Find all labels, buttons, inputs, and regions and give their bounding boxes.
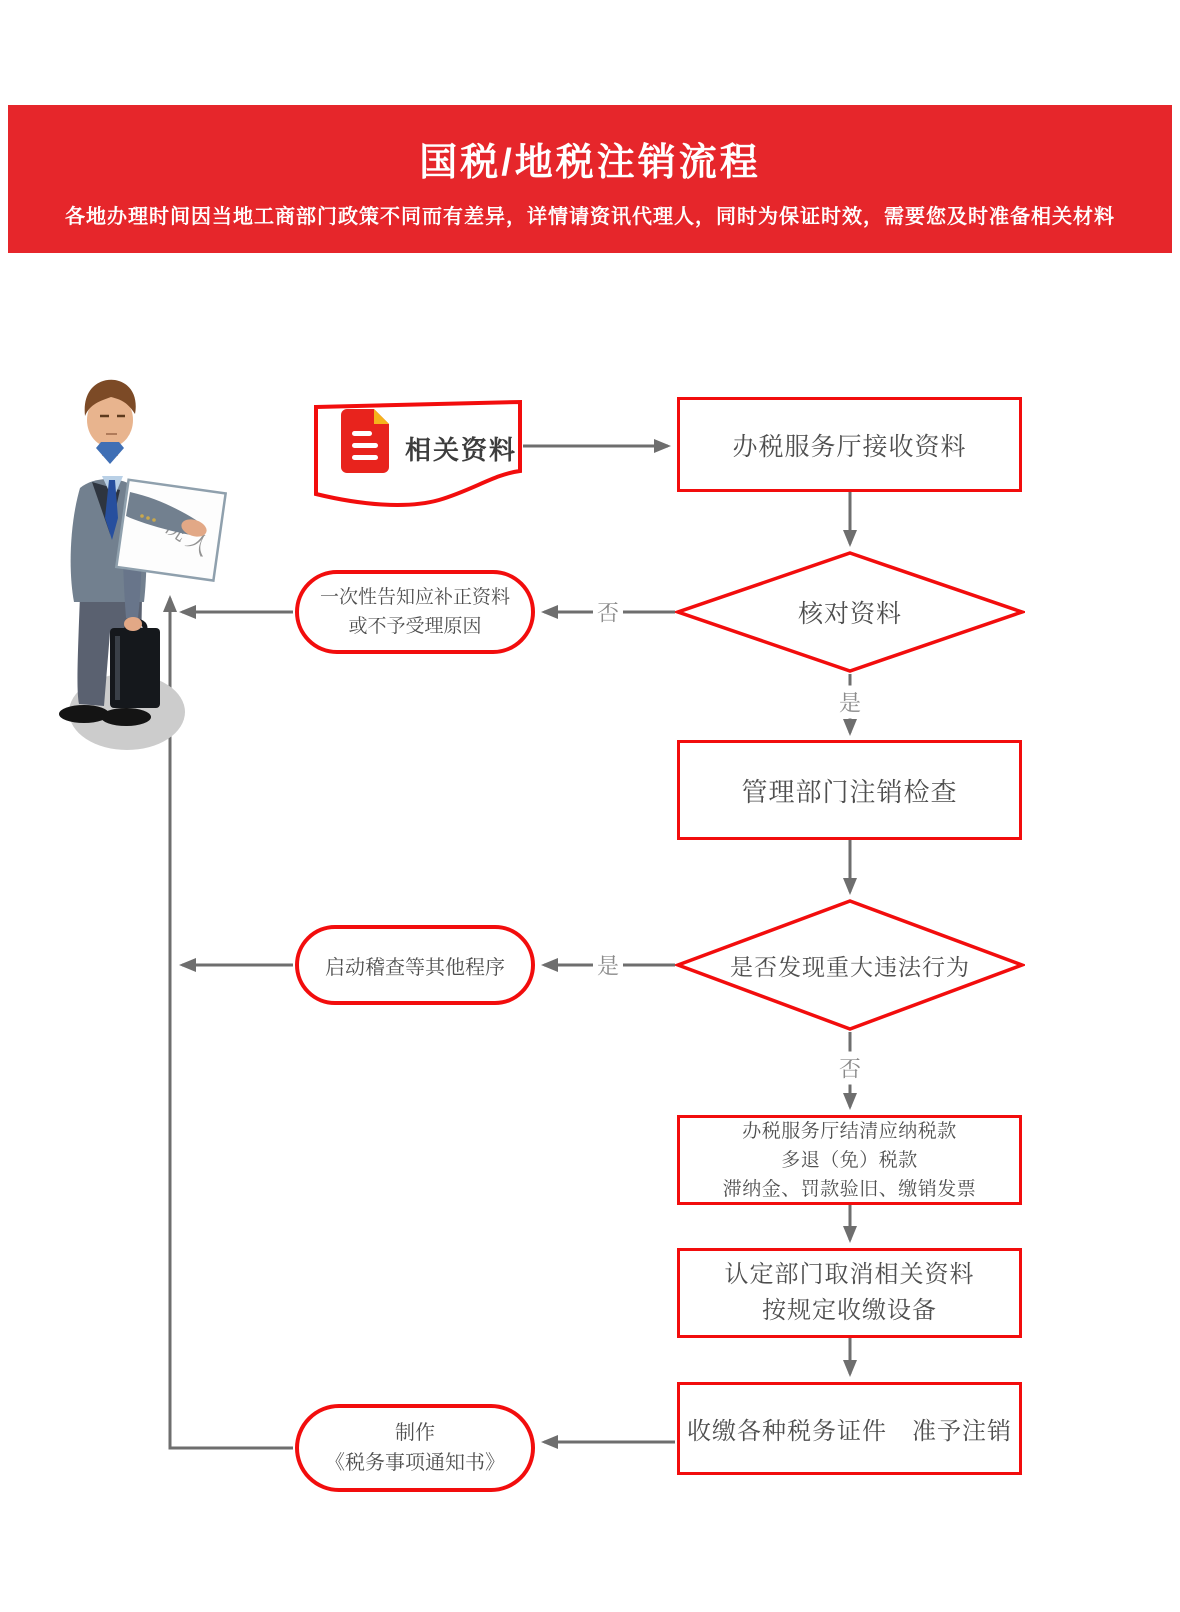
- node-collect-certificates: [677, 1382, 1022, 1475]
- page-title: 国税/地税注销流程: [419, 142, 761, 184]
- materials-node: [313, 398, 523, 520]
- node-receive-materials: [677, 397, 1022, 492]
- branch-yes-1: 是: [835, 686, 865, 719]
- node-major-violation: [675, 898, 1025, 1032]
- node-dept-cancellation-check: [677, 740, 1022, 840]
- document-icon: [341, 409, 389, 473]
- audit-label: 启动稽查等其他程序: [325, 956, 505, 979]
- node-violation-label: 是否发现重大违法行为: [730, 953, 970, 980]
- materials-label: 相关资料: [405, 434, 518, 465]
- node-settle-taxes: [677, 1115, 1022, 1205]
- branch-no-2: 否: [835, 1052, 865, 1085]
- cancel-line-1: 认定部门取消相关资料: [724, 1261, 975, 1288]
- branch-no-1: 否: [593, 596, 623, 629]
- node-start-audit: [295, 925, 535, 1005]
- notify-line-2: 或不予受理原因: [348, 616, 482, 637]
- branch-yes-2: 是: [593, 949, 623, 982]
- notify-line-1: 一次性告知应补正资料: [319, 587, 510, 608]
- node-dept-label: 管理部门注销检查: [741, 776, 958, 807]
- node-check-materials: [675, 550, 1025, 674]
- header-banner: [8, 105, 1172, 253]
- taxpayer-illustration: [22, 370, 257, 755]
- shirt-collar: [96, 442, 124, 464]
- settle-line-1: 办税服务厅结清应纳税款: [742, 1120, 957, 1142]
- node-check-label: 核对资料: [797, 600, 902, 628]
- node-cancel-materials: [677, 1248, 1022, 1338]
- settle-line-2: 多退（免）税款: [781, 1149, 918, 1171]
- collect-label: 收缴各种税务证件 准予注销: [687, 1418, 1012, 1445]
- settle-line-3: 滞纳金、罚款验旧、缴销发票: [722, 1178, 977, 1200]
- node-receive-label: 办税服务厅接收资料: [732, 432, 967, 461]
- produce-line-2: 《税务事项通知书》: [325, 1452, 505, 1474]
- node-produce-notice: [295, 1404, 535, 1492]
- page-subtitle: 各地办理时间因当地工商部门政策不同而有差异，详情请资讯代理人，同时为保证时效，需要您及时准备相关材料: [65, 206, 1115, 228]
- produce-line-1: 制作: [395, 1422, 435, 1444]
- node-notify-correction: [295, 570, 535, 654]
- cancel-line-2: 按规定收缴设备: [762, 1297, 937, 1324]
